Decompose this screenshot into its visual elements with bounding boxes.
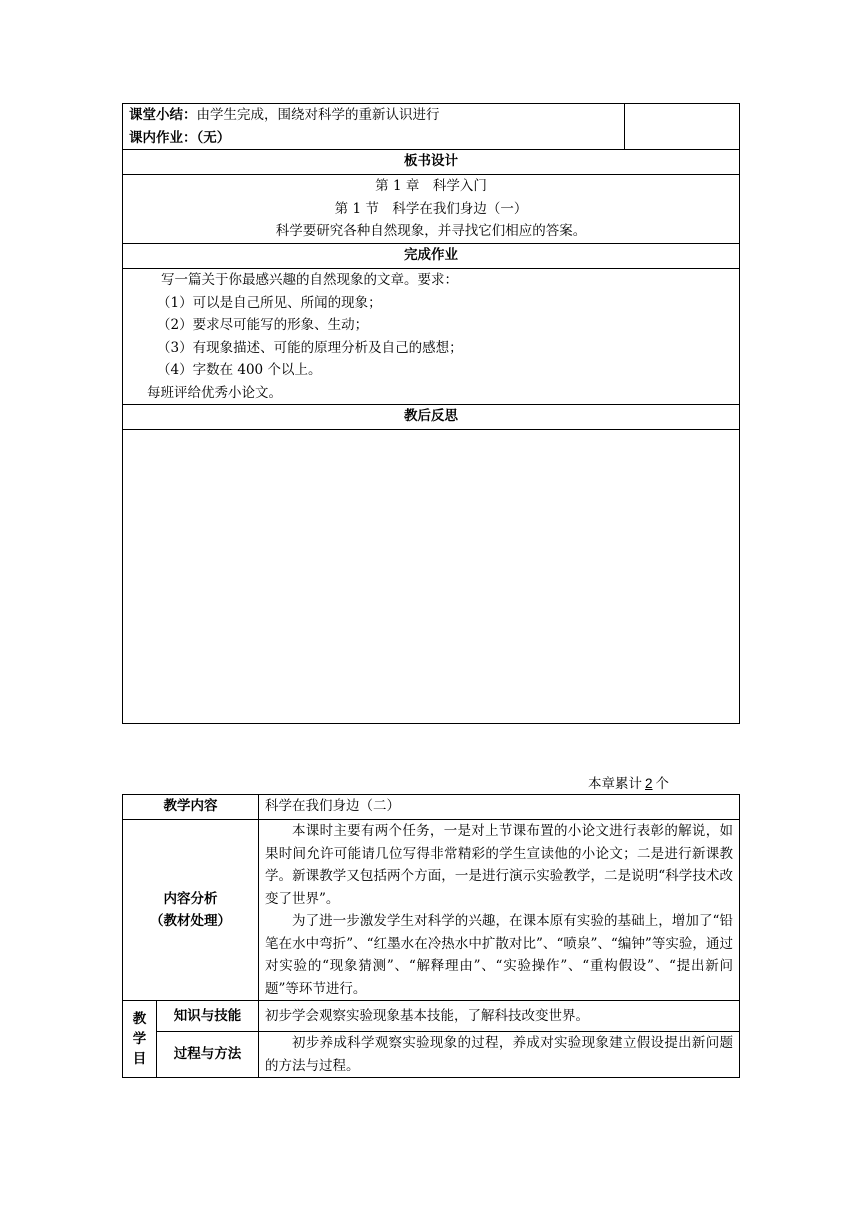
skill-value: 初步学会观察实验现象基本技能，了解科技改变世界。: [259, 1001, 740, 1032]
analysis-content: [259, 820, 740, 1001]
goal-char: 目: [132, 1051, 147, 1067]
skill-label: 知识与技能: [157, 1001, 259, 1032]
summary-row: [123, 104, 740, 150]
assignment-line: （1）可以是自己所见、所闻的现象；: [157, 294, 382, 311]
board-line: 科学要研究各种自然现象，并寻找它们相应的答案。: [275, 223, 587, 239]
method-value: 初步养成科学观察实验现象的过程，养成对实验现象建立假设提出新问题的方法与过程。: [259, 1032, 740, 1078]
homework-label: 课内作业：: [129, 129, 197, 146]
assignment-line: 写一篇关于你最感兴趣的自然现象的文章。要求：: [161, 272, 458, 288]
assignment-line: （4）字数在 400 个以上。: [157, 362, 322, 378]
summary-empty-cell: [625, 104, 740, 150]
content-label: 教学内容: [123, 795, 259, 820]
goal-char: 学: [132, 1031, 147, 1047]
assignment-header: 完成作业: [123, 244, 740, 269]
analysis-label: 内容分析: [163, 890, 218, 907]
lesson-plan-table: [122, 794, 740, 1078]
assignment-line: （2）要求尽可能写的形象、生动；: [157, 317, 369, 333]
analysis-paragraph: 本课时主要有两个任务，一是对上节课布置的小论文进行表彰的解说，如果时间允许可能请几位写得非常精彩的学生宣读他的小论文；二是进行新课教学。新课教学又包括两个方面，一是进行演示实验教学，二是说明“科学技术改变了世界”。: [265, 823, 733, 907]
goal-char: 教: [132, 1011, 147, 1027]
board-design-content: [123, 175, 740, 244]
teaching-goals-label: [123, 1001, 157, 1078]
analysis-paragraph: 为了进一步激发学生对科学的兴趣，在课本原有实验的基础上，增加了“铅笔在水中弯折”、“红墨水在冷热水中扩散对比”、“喷泉”、“编钟”等实验，通过对实验的“现象猜测”、“解释理由”、“实验操作”、“重构假设”、“提出新问题”等环节进行。: [265, 913, 733, 997]
reflection-content: [123, 430, 740, 724]
assignment-line: 每班评给优秀小论文。: [147, 384, 282, 401]
lesson-summary-table: [122, 103, 740, 724]
counter-number: 2: [645, 776, 653, 791]
board-design-header: 板书设计: [123, 150, 740, 175]
assignment-content: [123, 269, 740, 405]
analysis-label-cell: [123, 820, 259, 1001]
homework-text: （无）: [196, 129, 231, 146]
summary-text: 由学生完成，围绕对科学的重新认识进行: [196, 107, 440, 123]
board-line: 第 1 节 科学在我们身边（一）: [334, 200, 528, 217]
board-line: 第 1 章 科学入门: [375, 178, 487, 194]
summary-label: 课堂小结：: [129, 107, 197, 123]
content-value: 科学在我们身边（二）: [259, 795, 740, 820]
chapter-counter: [588, 772, 669, 792]
summary-cell: [123, 104, 625, 150]
analysis-sublabel: （教材处理）: [150, 913, 231, 929]
counter-suffix: 个: [655, 776, 670, 792]
reflection-header: 教后反思: [123, 405, 740, 430]
method-label: 过程与方法: [157, 1032, 259, 1078]
assignment-line: （3）有现象描述、可能的原理分析及自己的感想；: [157, 339, 463, 356]
counter-prefix: 本章累计: [588, 776, 642, 792]
